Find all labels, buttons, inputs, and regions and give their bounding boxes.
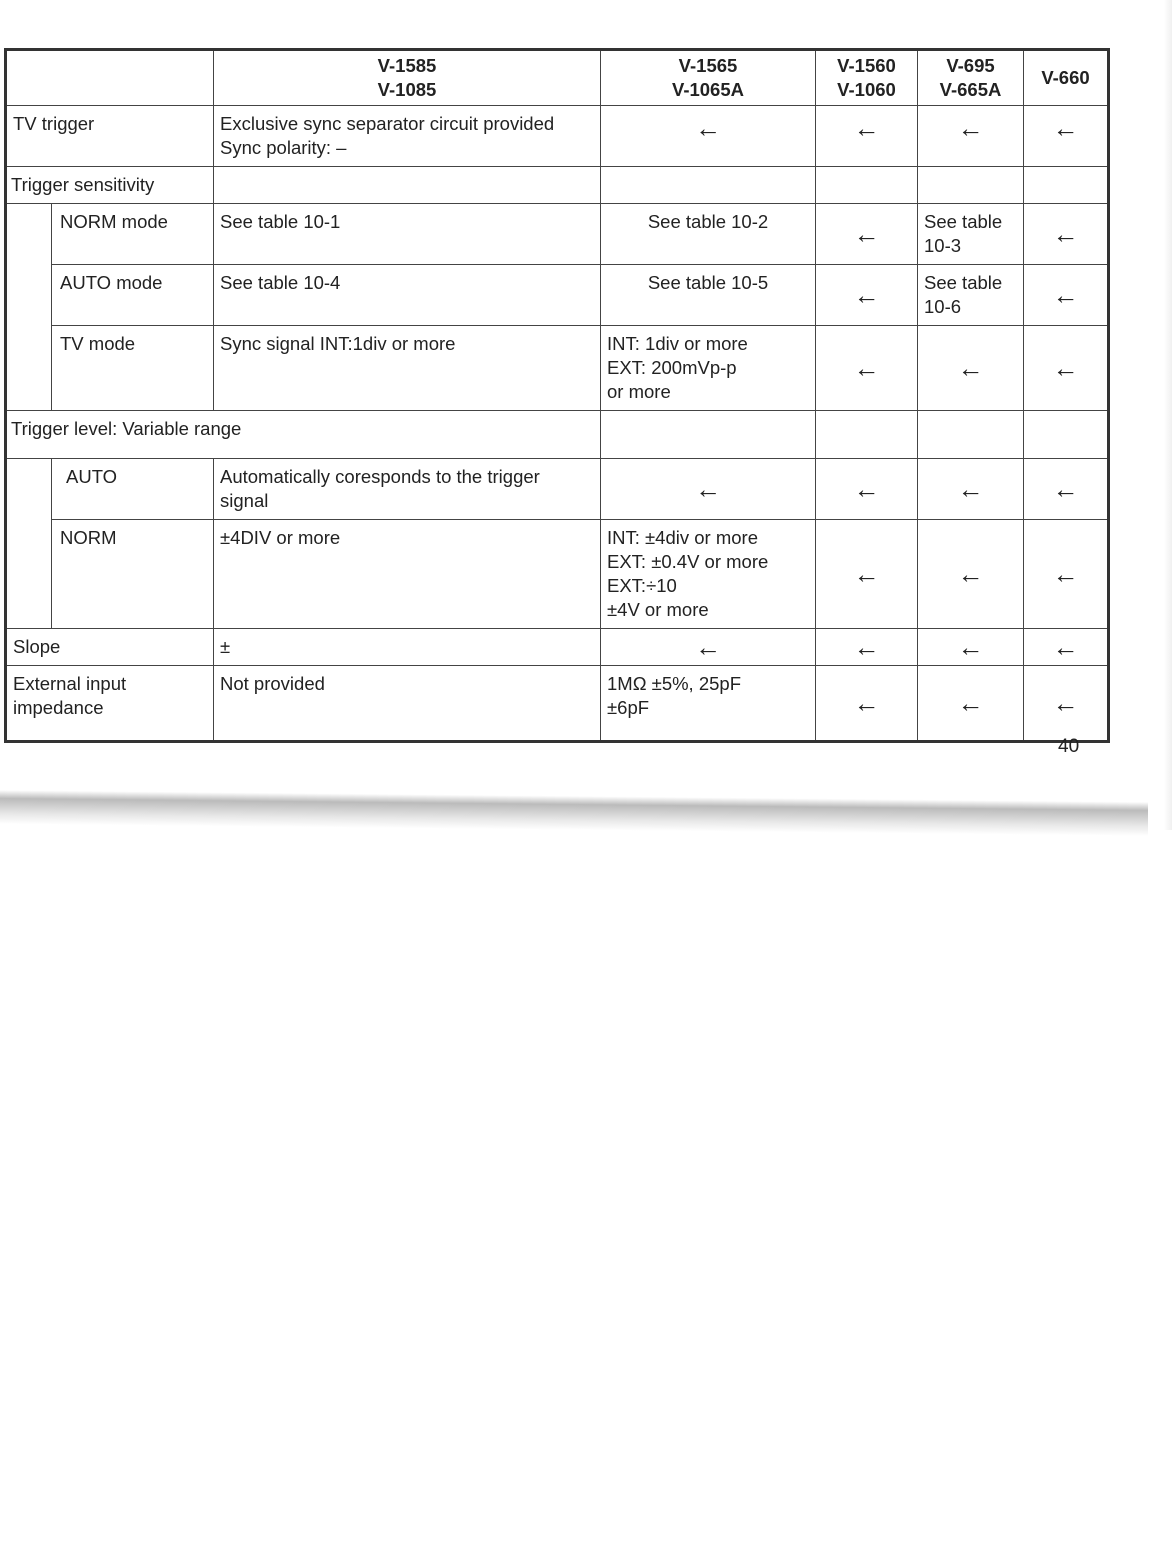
cell-ext-input-v1565: 1MΩ ±5%, 25pF ±6pF [601, 666, 816, 742]
row-auto [6, 459, 1109, 520]
arrow-icon: ← [601, 106, 816, 167]
label-external-input-impedance: External input impedance [6, 666, 214, 742]
cell-tv-mode-v1585: Sync signal INT:1div or more [214, 326, 601, 411]
arrow-icon: ← [1024, 520, 1109, 629]
arrow-icon: ← [816, 520, 918, 629]
arrow-icon: ← [816, 326, 918, 411]
arrow-icon: ← [1024, 459, 1109, 520]
cell-tv-trigger-v1585: Exclusive sync separator circuit provided Sync polarity: – [214, 106, 601, 167]
cell-auto-mode-v1565: See table 10-5 [601, 265, 816, 326]
arrow-icon: ← [918, 666, 1024, 742]
label-trigger-sensitivity: Trigger sensitivity [6, 167, 214, 204]
arrow-icon: ← [601, 629, 816, 666]
row-tv-trigger [6, 106, 1109, 167]
row-trigger-level [6, 411, 1109, 459]
row-norm-mode [6, 204, 1109, 265]
cell-auto-mode-v695: See table 10-6 [918, 265, 1024, 326]
cell-slope-v1585: ± [214, 629, 601, 666]
label-auto: AUTO [52, 459, 214, 520]
trigger-spec-table [4, 48, 1110, 743]
arrow-icon: ← [1024, 629, 1109, 666]
row-external-input-impedance [6, 666, 1109, 742]
arrow-icon: ← [1024, 106, 1109, 167]
page-bottom-shadow [0, 790, 1148, 836]
label-tv-trigger: TV trigger [6, 106, 214, 167]
header-v1560-v1060: V-1560 V-1060 [816, 50, 918, 106]
indent-spacer [6, 459, 52, 629]
arrow-icon: ← [1024, 204, 1109, 265]
arrow-icon: ← [918, 326, 1024, 411]
arrow-icon: ← [601, 459, 816, 520]
arrow-icon: ← [918, 106, 1024, 167]
cell-norm-mode-v695: See table 10-3 [918, 204, 1024, 265]
arrow-icon: ← [1024, 666, 1109, 742]
cell-norm-mode-v1585: See table 10-1 [214, 204, 601, 265]
label-slope: Slope [6, 629, 214, 666]
cell-auto-v1585: Automatically coresponds to the trigger signal [214, 459, 601, 520]
label-norm: NORM [52, 520, 214, 629]
row-norm [6, 520, 1109, 629]
indent-spacer [6, 204, 52, 411]
row-trigger-sensitivity [6, 167, 1109, 204]
arrow-icon: ← [816, 106, 918, 167]
cell-ext-input-v1585: Not provided [214, 666, 601, 742]
cell-norm-v1585: ±4DIV or more [214, 520, 601, 629]
cell-norm-mode-v1565: See table 10-2 [601, 204, 816, 265]
arrow-icon: ← [1024, 326, 1109, 411]
page-edge-shadow [1164, 0, 1172, 830]
arrow-icon: ← [1024, 265, 1109, 326]
header-empty [6, 50, 214, 106]
arrow-icon: ← [816, 204, 918, 265]
arrow-icon: ← [918, 459, 1024, 520]
header-v1565-v1065a: V-1565 V-1065A [601, 50, 816, 106]
label-norm-mode: NORM mode [52, 204, 214, 265]
header-row [6, 50, 1109, 106]
arrow-icon: ← [816, 666, 918, 742]
row-slope [6, 629, 1109, 666]
row-tv-mode [6, 326, 1109, 411]
cell-auto-mode-v1585: See table 10-4 [214, 265, 601, 326]
arrow-icon: ← [816, 265, 918, 326]
header-v660: V-660 [1024, 50, 1109, 106]
label-tv-mode: TV mode [52, 326, 214, 411]
header-v695-v665a: V-695 V-665A [918, 50, 1024, 106]
arrow-icon: ← [918, 520, 1024, 629]
label-trigger-level: Trigger level: Variable range [6, 411, 601, 459]
header-v1585-v1085: V-1585 V-1085 [214, 50, 601, 106]
cell-norm-v1565: INT: ±4div or more EXT: ±0.4V or more EXT:÷10 ±4V or more [601, 520, 816, 629]
row-auto-mode [6, 265, 1109, 326]
arrow-icon: ← [918, 629, 1024, 666]
arrow-icon: ← [816, 629, 918, 666]
label-auto-mode: AUTO mode [52, 265, 214, 326]
arrow-icon: ← [816, 459, 918, 520]
page-number: 40 [1058, 736, 1080, 757]
cell-tv-mode-v1565: INT: 1div or more EXT: 200mVp-p or more [601, 326, 816, 411]
